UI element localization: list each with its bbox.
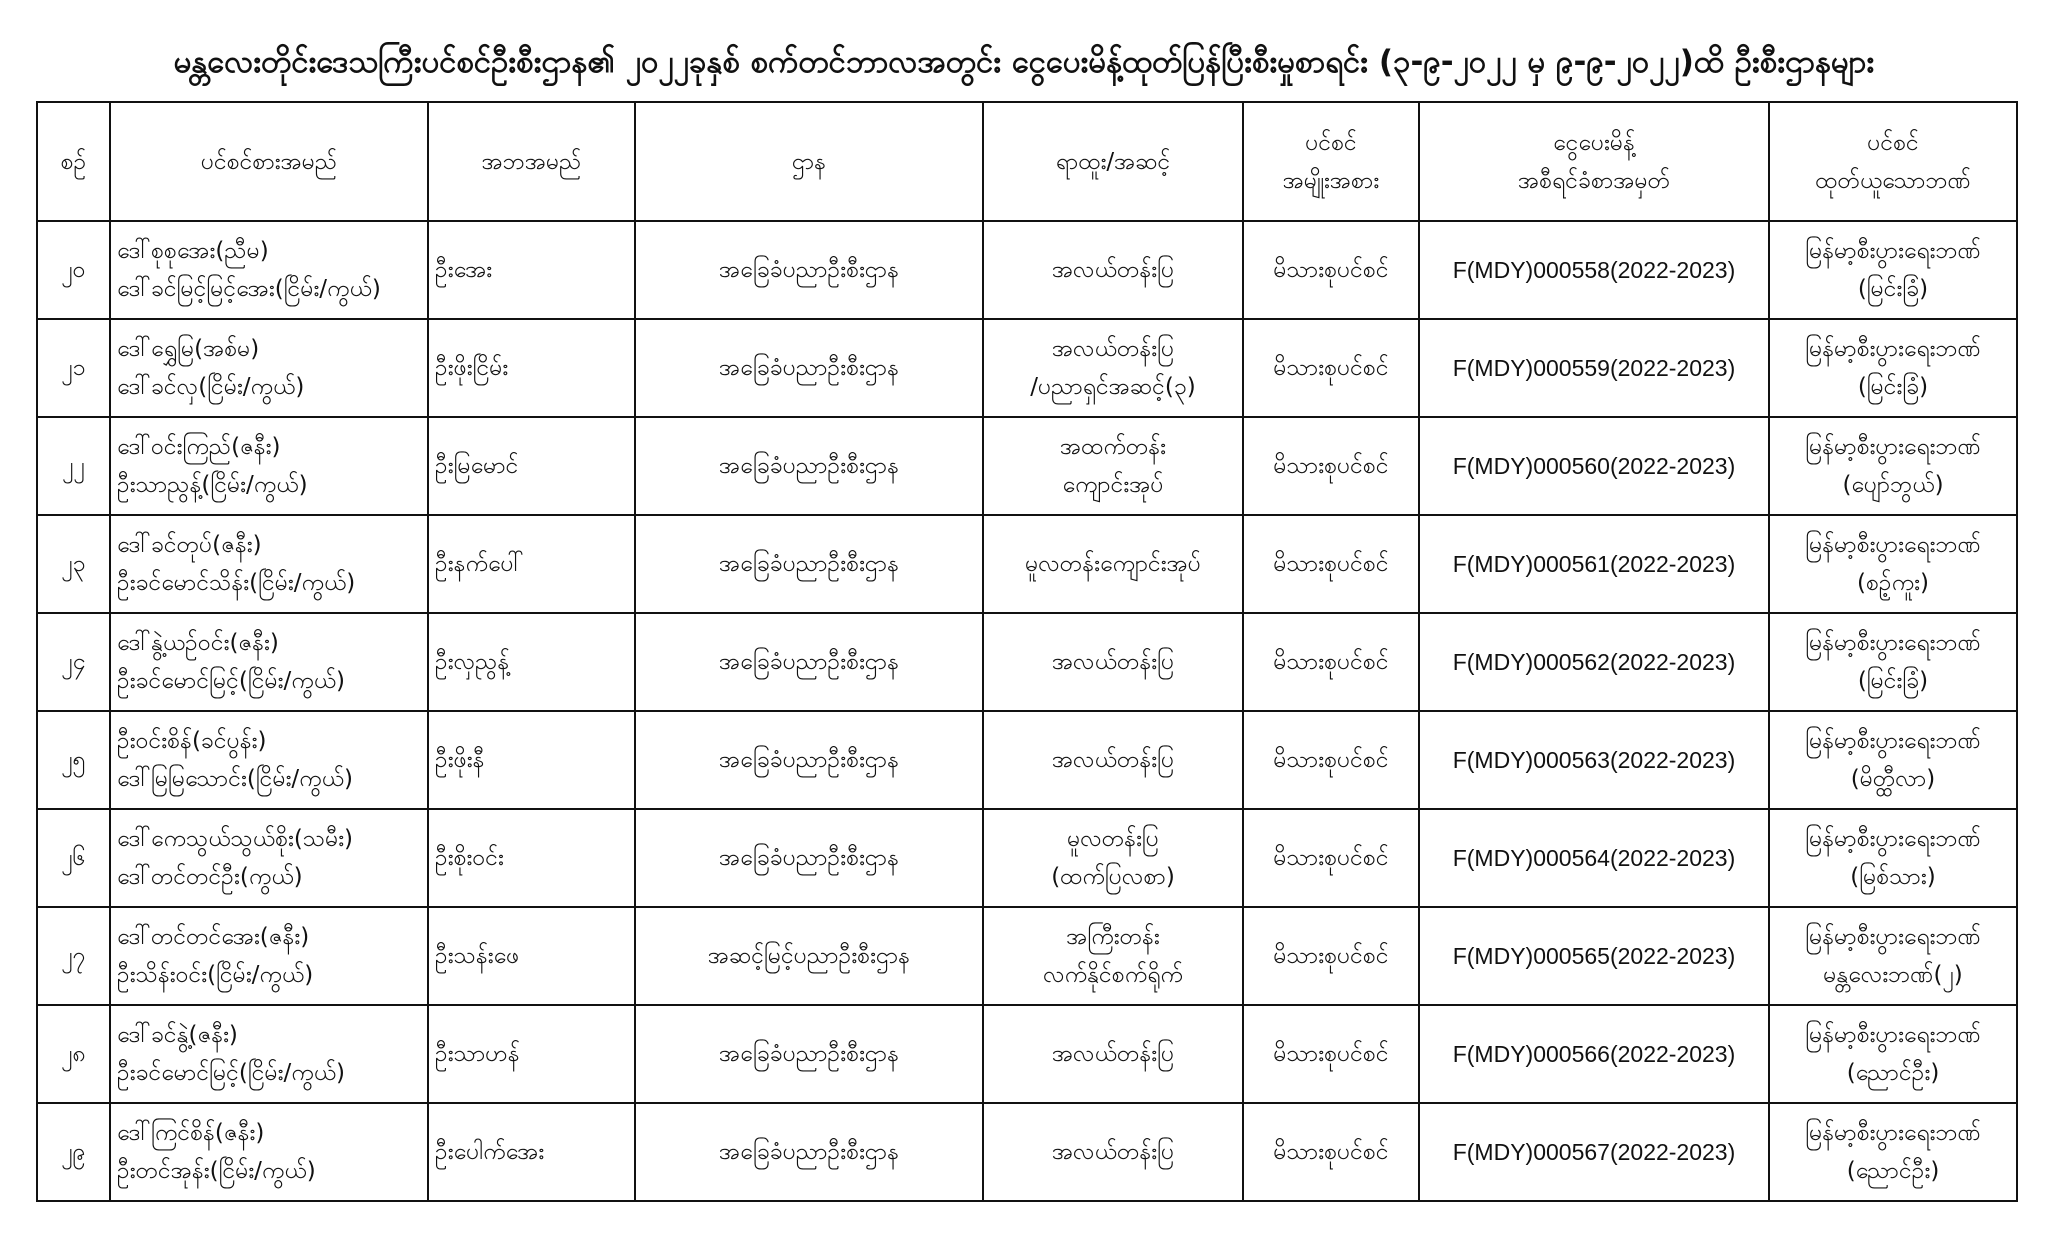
department-cell: အခြေခံပညာဦးစီးဌာန: [635, 1103, 983, 1201]
header-label: အစီရင်ခံစာအမှတ်: [1518, 167, 1670, 194]
cell-line: ဒေါ်မြမြသောင်း(ငြိမ်း/ကွယ်): [117, 766, 353, 792]
bank-cell: [1769, 613, 2017, 711]
table-row: [37, 809, 2017, 907]
header-label: ပင်စင်: [1305, 129, 1357, 156]
pension-type-cell: မိသားစုပင်စင်: [1243, 907, 1419, 1005]
document-title: မန္တလေးတိုင်းဒေသကြီးပင်စင်ဦးစီးဌာန၏ ၂၀၂၂ခုနှစ် စက်တင်ဘာလအတွင်း ငွေပေးမိန့်ထုတ်ပြန်ပြီးစီးမှုစာရင်း (၃-၉-၂၀၂၂ မှ ၉-၉-၂၀၂၂)ထိ ဦးစီးဌာနများ: [173, 44, 1875, 80]
table-row: [37, 319, 2017, 417]
department-cell: အခြေခံပညာဦးစီးဌာန: [635, 711, 983, 809]
cell-line: ဦးခင်မောင်မြင့်(ငြိမ်း/ကွယ်): [117, 1060, 346, 1086]
serial-cell: ၂၃: [37, 515, 110, 613]
cell-line: မြန်မာ့စီးပွားရေးဘဏ်: [1805, 630, 1981, 656]
cell-line: အလယ်တန်းပြ: [1051, 1139, 1175, 1165]
pension-type-cell: မိသားစုပင်စင်: [1243, 417, 1419, 515]
cell-line: ဒေါ်နွဲ့ယဉ်ဝင်း(ဇနီး): [117, 630, 279, 656]
bank-cell: [1769, 319, 2017, 417]
cell-line: ဒေါ်ကေသွယ်သွယ်စိုး(သမီး): [117, 826, 354, 852]
cell-line: ဒေါ်စုစုအေး(ညီမ): [117, 238, 269, 264]
table-row: [37, 417, 2017, 515]
header-rank: [983, 102, 1243, 221]
table-row: [37, 1005, 2017, 1103]
cell-line: ဦးသာညွန့်(ငြိမ်း/ကွယ်): [117, 472, 308, 498]
father-name-cell: ဦးပေါက်အေး: [428, 1103, 635, 1201]
pensioner-name-cell: [110, 319, 428, 417]
father-name-cell: ဦးဖိုးငြိမ်း: [428, 319, 635, 417]
cell-line: ဒေါ်တင်တင်အေး(ဇနီး): [117, 924, 310, 950]
cell-line: (မြင်းခြံ): [1857, 276, 1929, 302]
cell-line: ဒေါ်ခင်မြင့်မြင့်အေး(ငြိမ်း/ကွယ်): [117, 276, 381, 302]
pension-type-cell: မိသားစုပင်စင်: [1243, 221, 1419, 319]
cell-line: မြန်မာ့စီးပွားရေးဘဏ်: [1805, 336, 1981, 362]
header-label: ပင်စင်စားအမည်: [200, 148, 338, 175]
report-number-cell: F(MDY)000558(2022-2023): [1419, 221, 1769, 319]
cell-line: ဒေါ်ဝင်းကြည်(ဇနီး): [117, 434, 281, 460]
cell-line: မြန်မာ့စီးပွားရေးဘဏ်: [1805, 532, 1981, 558]
father-name-cell: ဦးသာဟန်: [428, 1005, 635, 1103]
pension-type-cell: မိသားစုပင်စင်: [1243, 515, 1419, 613]
header-department: [635, 102, 983, 221]
header-label: စဉ်: [60, 148, 87, 175]
cell-line: မူလတန်းကျောင်းအုပ်: [1025, 551, 1201, 577]
pension-type-cell: မိသားစုပင်စင်: [1243, 809, 1419, 907]
bank-cell: [1769, 1005, 2017, 1103]
report-number-cell: F(MDY)000561(2022-2023): [1419, 515, 1769, 613]
pensioner-name-cell: [110, 613, 428, 711]
cell-line: ဦးတင်အုန်း(ငြိမ်း/ကွယ်): [117, 1158, 316, 1184]
report-number-cell: F(MDY)000566(2022-2023): [1419, 1005, 1769, 1103]
rank-cell: [983, 221, 1243, 319]
header-label: ဌာန: [791, 148, 827, 175]
header-pensioner-name: [110, 102, 428, 221]
cell-line: ဦးခင်မောင်မြင့်(ငြိမ်း/ကွယ်): [117, 668, 346, 694]
table-row: [37, 221, 2017, 319]
cell-line: (ပျော်ဘွယ်): [1842, 472, 1944, 498]
header-father-name: [428, 102, 635, 221]
report-number-cell: F(MDY)000563(2022-2023): [1419, 711, 1769, 809]
serial-cell: ၂၆: [37, 809, 110, 907]
cell-line: ဒေါ်ခင်လှ(ငြိမ်း/ကွယ်): [117, 374, 305, 400]
pensioner-name-cell: [110, 1103, 428, 1201]
cell-line: (စဉ့်ကူး): [1857, 570, 1929, 596]
cell-line: မြန်မာ့စီးပွားရေးဘဏ်: [1805, 924, 1981, 950]
header-pension-type: [1243, 102, 1419, 221]
cell-line: ဒေါ်ခင်နွဲ့(ဇနီး): [117, 1022, 238, 1048]
rank-cell: [983, 417, 1243, 515]
rank-cell: [983, 613, 1243, 711]
rank-cell: [983, 907, 1243, 1005]
rank-cell: [983, 711, 1243, 809]
pensioner-name-cell: [110, 417, 428, 515]
table-row: [37, 613, 2017, 711]
header-bank: [1769, 102, 2017, 221]
report-number-cell: F(MDY)000565(2022-2023): [1419, 907, 1769, 1005]
bank-cell: [1769, 809, 2017, 907]
cell-line: မြန်မာ့စီးပွားရေးဘဏ်: [1805, 728, 1981, 754]
cell-line: မူလတန်းပြ: [1067, 826, 1159, 852]
serial-cell: ၂၄: [37, 613, 110, 711]
header-label: ပင်စင်: [1867, 129, 1919, 156]
department-cell: အခြေခံပညာဦးစီးဌာန: [635, 515, 983, 613]
report-number-cell: F(MDY)000559(2022-2023): [1419, 319, 1769, 417]
department-cell: အခြေခံပညာဦးစီးဌာန: [635, 809, 983, 907]
table-header-row: [37, 102, 2017, 221]
pension-table: [36, 101, 2018, 1202]
serial-cell: ၂၈: [37, 1005, 110, 1103]
pensioner-name-cell: [110, 221, 428, 319]
father-name-cell: ဦးအေး: [428, 221, 635, 319]
cell-line: (မြင်းခြံ): [1857, 374, 1929, 400]
cell-line: အလယ်တန်းပြ: [1051, 336, 1175, 362]
pensioner-name-cell: [110, 809, 428, 907]
report-number-cell: F(MDY)000560(2022-2023): [1419, 417, 1769, 515]
cell-line: (မြင်းခြံ): [1857, 668, 1929, 694]
bank-cell: [1769, 711, 2017, 809]
father-name-cell: ဦးမြမောင်: [428, 417, 635, 515]
table-row: [37, 711, 2017, 809]
pensioner-name-cell: [110, 515, 428, 613]
cell-line: မြန်မာ့စီးပွားရေးဘဏ်: [1805, 434, 1981, 460]
rank-cell: [983, 1103, 1243, 1201]
cell-line: (မိတ္ထီလာ): [1850, 766, 1936, 792]
department-cell: အဆင့်မြင့်ပညာဦးစီးဌာန: [635, 907, 983, 1005]
bank-cell: [1769, 907, 2017, 1005]
cell-line: အလယ်တန်းပြ: [1051, 257, 1175, 283]
rank-cell: [983, 319, 1243, 417]
serial-cell: ၂၇: [37, 907, 110, 1005]
header-label: ရာထူး/အဆင့်: [1055, 148, 1171, 175]
bank-cell: [1769, 221, 2017, 319]
cell-line: မြန်မာ့စီးပွားရေးဘဏ်: [1805, 1022, 1981, 1048]
serial-cell: ၂၀: [37, 221, 110, 319]
cell-line: (ညောင်ဦး): [1846, 1060, 1940, 1086]
department-cell: အခြေခံပညာဦးစီးဌာန: [635, 221, 983, 319]
header-serial: [37, 102, 110, 221]
cell-line: ဒေါ်ခင်တုပ်(ဇနီး): [117, 532, 262, 558]
cell-line: မန္တလေးဘဏ်(၂): [1823, 962, 1963, 988]
report-number-cell: F(MDY)000564(2022-2023): [1419, 809, 1769, 907]
cell-line: ဦးဝင်းစိန်(ခင်ပွန်း): [117, 728, 267, 754]
serial-cell: ၂၅: [37, 711, 110, 809]
table-row: [37, 1103, 2017, 1201]
header-label: ငွေပေးမိန့်: [1553, 129, 1635, 156]
report-number-cell: F(MDY)000562(2022-2023): [1419, 613, 1769, 711]
table-row: [37, 907, 2017, 1005]
pension-type-cell: မိသားစုပင်စင်: [1243, 711, 1419, 809]
department-cell: အခြေခံပညာဦးစီးဌာန: [635, 417, 983, 515]
table-row: [37, 515, 2017, 613]
cell-line: အလယ်တန်းပြ: [1051, 747, 1175, 773]
serial-cell: ၂၂: [37, 417, 110, 515]
cell-line: အထက်တန်း: [1060, 434, 1166, 460]
cell-line: ဒေါ်တင်တင်ဦး(ကွယ်): [117, 864, 303, 890]
father-name-cell: ဦးသန်းဖေ: [428, 907, 635, 1005]
cell-line: ဒေါ်ကြင်စိန်(ဇနီး): [117, 1120, 265, 1146]
bank-cell: [1769, 515, 2017, 613]
pensioner-name-cell: [110, 907, 428, 1005]
cell-line: အကြီးတန်း: [1066, 924, 1160, 950]
cell-line: ကျောင်းအုပ်: [1062, 472, 1164, 498]
cell-line: မြန်မာ့စီးပွားရေးဘဏ်: [1805, 826, 1981, 852]
cell-line: ဦးခင်မောင်သိန်း(ငြိမ်း/ကွယ်): [117, 570, 356, 596]
cell-line: မြန်မာ့စီးပွားရေးဘဏ်: [1805, 238, 1981, 264]
department-cell: အခြေခံပညာဦးစီးဌာန: [635, 1005, 983, 1103]
cell-line: မြန်မာ့စီးပွားရေးဘဏ်: [1805, 1120, 1981, 1146]
header-report-number: [1419, 102, 1769, 221]
rank-cell: [983, 515, 1243, 613]
serial-cell: ၂၁: [37, 319, 110, 417]
header-label: အမျိုးအစား: [1282, 167, 1380, 194]
cell-line: လက်နိုင်စက်ရိုက်: [1043, 962, 1183, 988]
pensioner-name-cell: [110, 1005, 428, 1103]
bank-cell: [1769, 417, 2017, 515]
pension-type-cell: မိသားစုပင်စင်: [1243, 319, 1419, 417]
father-name-cell: ဦးလှညွန့်: [428, 613, 635, 711]
pension-type-cell: မိသားစုပင်စင်: [1243, 1103, 1419, 1201]
pension-type-cell: မိသားစုပင်စင်: [1243, 613, 1419, 711]
report-number-cell: F(MDY)000567(2022-2023): [1419, 1103, 1769, 1201]
cell-line: (ထက်ပြလစာ): [1051, 864, 1175, 890]
department-cell: အခြေခံပညာဦးစီးဌာန: [635, 319, 983, 417]
pension-type-cell: မိသားစုပင်စင်: [1243, 1005, 1419, 1103]
header-label: ထုတ်ယူသောဘဏ်: [1815, 167, 1971, 194]
rank-cell: [983, 809, 1243, 907]
header-label: အဘအမည်: [481, 148, 582, 175]
table-body: [37, 221, 2017, 1201]
cell-line: /ပညာရှင်အဆင့်(၃): [1030, 374, 1196, 400]
cell-line: ဒေါ်ရွှေမြ(အစ်မ): [117, 336, 260, 362]
father-name-cell: ဦးစိုးဝင်း: [428, 809, 635, 907]
cell-line: အလယ်တန်းပြ: [1051, 649, 1175, 675]
father-name-cell: ဦးနက်ပေါ်: [428, 515, 635, 613]
cell-line: အလယ်တန်းပြ: [1051, 1041, 1175, 1067]
cell-line: (မြစ်သား): [1850, 864, 1936, 890]
pensioner-name-cell: [110, 711, 428, 809]
bank-cell: [1769, 1103, 2017, 1201]
department-cell: အခြေခံပညာဦးစီးဌာန: [635, 613, 983, 711]
father-name-cell: ဦးဖိုးနီ: [428, 711, 635, 809]
serial-cell: ၂၉: [37, 1103, 110, 1201]
cell-line: (ညောင်ဦး): [1846, 1158, 1940, 1184]
rank-cell: [983, 1005, 1243, 1103]
cell-line: ဦးသိန်းဝင်း(ငြိမ်း/ကွယ်): [117, 962, 314, 988]
